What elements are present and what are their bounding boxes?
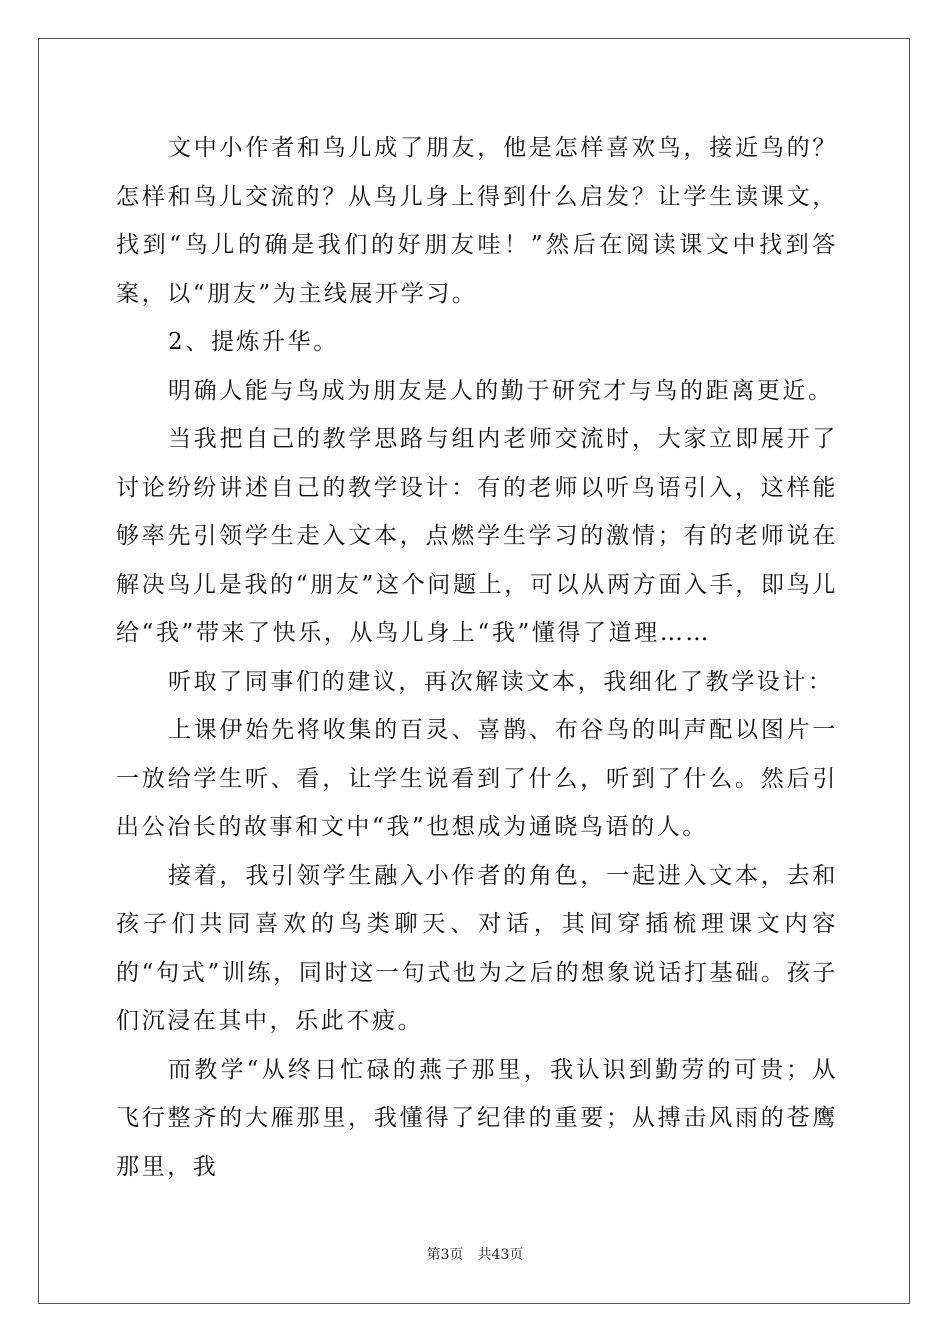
paragraph: 明确人能与鸟成为朋友是人的勤于研究才与鸟的距离更近。 — [168, 377, 834, 404]
paragraph: 而教学“从终日忙碌的燕子那里，我认识到勤劳的可贵；从飞行整齐的大雁那里，我懂得了纪律的重要；从搏击风雨的苍鹰那里，我 — [116, 1056, 838, 1180]
page-total: 共43页 — [477, 1247, 524, 1263]
paragraph: 文中小作者和鸟儿成了朋友，他是怎样喜欢鸟，接近鸟的？怎样和鸟儿交流的？从鸟儿身上得到什么启发？让学生读课文，找到“鸟儿的确是我们的好朋友哇！”然后在阅读课文中找到答案，以“朋友”为主线展开学习。 — [116, 135, 838, 307]
paragraph: 上课伊始先将收集的百灵、喜鹊、布谷鸟的叫声配以图片一一放给学生听、看，让学生说看到了什么，听到了什么。然后引出公冶长的故事和文中“我”也想成为通晓鸟语的人。 — [116, 717, 838, 840]
page-number: 第3页 — [426, 1247, 464, 1263]
document-body — [116, 124, 838, 1191]
paragraph: 2、提炼升华。 — [168, 329, 339, 355]
paragraph: 当我把自己的教学思路与组内老师交流时，大家立即展开了讨论纷纷讲述自己的教学设计：有的老师以听鸟语引入，这样能够率先引领学生走入文本，点燃学生学习的激情；有的老师说在解决鸟儿是我的“朋友”这个问题上，可以从两方面入手，即鸟儿给“我”带来了快乐，从鸟儿身上“我”懂得了道理…… — [116, 426, 838, 646]
page-footer — [0, 1244, 950, 1264]
paragraph: 接着，我引领学生融入小作者的角色，一起进入文本，去和孩子们共同喜欢的鸟类聊天、对话，其间穿插梳理课文内容的“句式”训练，同时这一句式也为之后的想象说话打基础。孩子们沉浸在其中，乐此不疲。 — [116, 862, 838, 1034]
paragraph: 听取了同事们的建议，再次解读文本，我细化了教学设计： — [168, 668, 834, 695]
